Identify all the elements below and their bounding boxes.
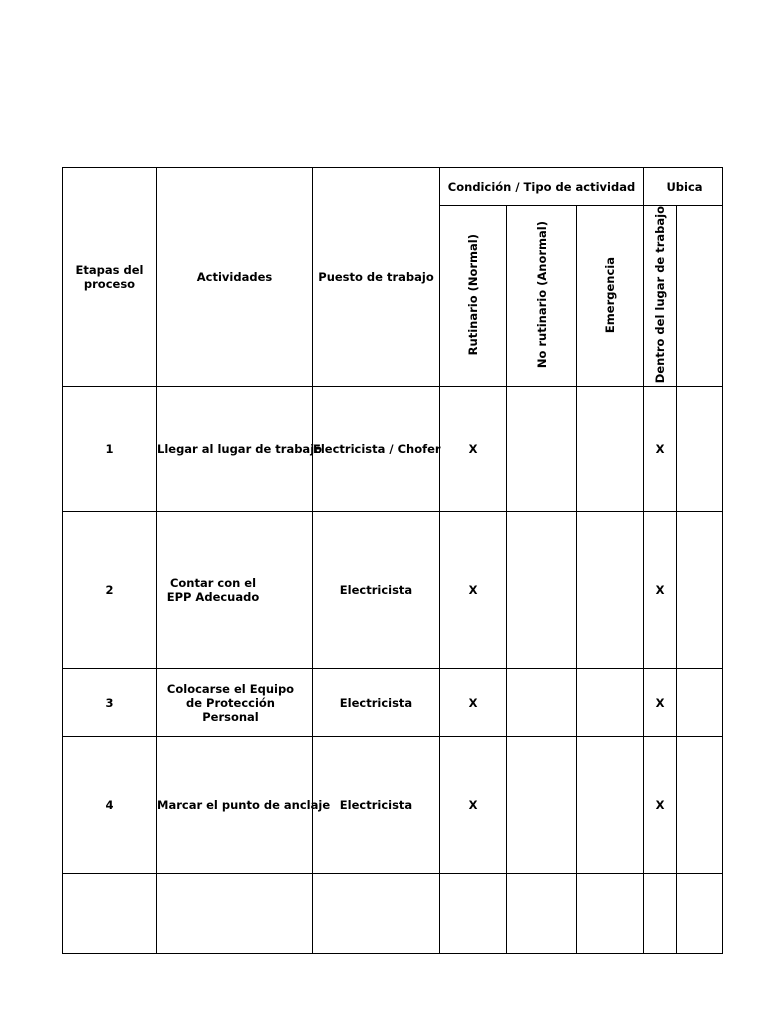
table-row bbox=[63, 512, 723, 669]
rutinario-mark: X bbox=[440, 387, 507, 512]
rutinario-mark: X bbox=[440, 512, 507, 669]
puesto-cell: Electricista bbox=[313, 669, 440, 737]
table-row bbox=[63, 737, 723, 874]
no-rutinario-mark bbox=[507, 874, 577, 954]
dentro-mark bbox=[644, 874, 677, 954]
etapa-cell bbox=[63, 874, 157, 954]
actividad-cell bbox=[157, 512, 313, 669]
dentro-mark: X bbox=[644, 512, 677, 669]
extra-cell bbox=[677, 874, 723, 954]
actividad-text: Colocarse el Equipo de Protección Personal bbox=[166, 681, 295, 724]
header-dentro: Dentro del lugar de trabajo bbox=[653, 206, 668, 384]
puesto-cell: Electricista bbox=[313, 512, 440, 669]
header-no-rutinario: No rutinario (Anormal) bbox=[534, 221, 549, 369]
header-row-top bbox=[63, 168, 723, 206]
dentro-mark: X bbox=[644, 387, 677, 512]
emergencia-mark bbox=[577, 874, 644, 954]
actividad-cell bbox=[157, 874, 313, 954]
header-actividades: Actividades bbox=[157, 168, 313, 387]
header-rutinario-cell bbox=[440, 206, 507, 387]
header-rutinario: Rutinario (Normal) bbox=[466, 233, 480, 356]
risk-matrix-viewport bbox=[62, 167, 703, 920]
header-condicion: Condición / Tipo de actividad bbox=[440, 168, 644, 206]
no-rutinario-mark bbox=[507, 669, 577, 737]
emergencia-mark bbox=[577, 669, 644, 737]
header-ubicacion: Ubica bbox=[644, 168, 723, 206]
etapa-cell: 3 bbox=[63, 669, 157, 737]
actividad-cell: Llegar al lugar de trabajo bbox=[157, 387, 313, 512]
risk-matrix-table bbox=[62, 167, 723, 954]
etapa-cell: 1 bbox=[63, 387, 157, 512]
dentro-mark: X bbox=[644, 669, 677, 737]
rutinario-mark: X bbox=[440, 737, 507, 874]
emergencia-mark bbox=[577, 387, 644, 512]
extra-cell bbox=[677, 669, 723, 737]
header-etapas: Etapas del proceso bbox=[63, 168, 157, 387]
header-emergencia-cell bbox=[577, 206, 644, 387]
puesto-cell: Electricista / Chofer bbox=[313, 387, 440, 512]
extra-cell bbox=[677, 737, 723, 874]
header-extra-cell bbox=[677, 206, 723, 387]
actividad-cell: Marcar el punto de anclaje bbox=[157, 737, 313, 874]
header-dentro-cell bbox=[644, 206, 677, 387]
puesto-cell: Electricista bbox=[313, 737, 440, 874]
puesto-cell bbox=[313, 874, 440, 954]
rutinario-mark: X bbox=[440, 669, 507, 737]
table-row bbox=[63, 874, 723, 954]
table-row bbox=[63, 387, 723, 512]
etapa-cell: 2 bbox=[63, 512, 157, 669]
etapa-cell: 4 bbox=[63, 737, 157, 874]
extra-cell bbox=[677, 512, 723, 669]
header-no-rutinario-cell bbox=[507, 206, 577, 387]
rutinario-mark bbox=[440, 874, 507, 954]
dentro-mark: X bbox=[644, 737, 677, 874]
table-row bbox=[63, 669, 723, 737]
no-rutinario-mark bbox=[507, 387, 577, 512]
actividad-text: Contar con el EPP Adecuado bbox=[166, 576, 260, 605]
header-emergencia: Emergencia bbox=[603, 256, 617, 333]
emergencia-mark bbox=[577, 737, 644, 874]
actividad-cell bbox=[157, 669, 313, 737]
header-puesto: Puesto de trabajo bbox=[313, 168, 440, 387]
no-rutinario-mark bbox=[507, 512, 577, 669]
extra-cell bbox=[677, 387, 723, 512]
emergencia-mark bbox=[577, 512, 644, 669]
no-rutinario-mark bbox=[507, 737, 577, 874]
